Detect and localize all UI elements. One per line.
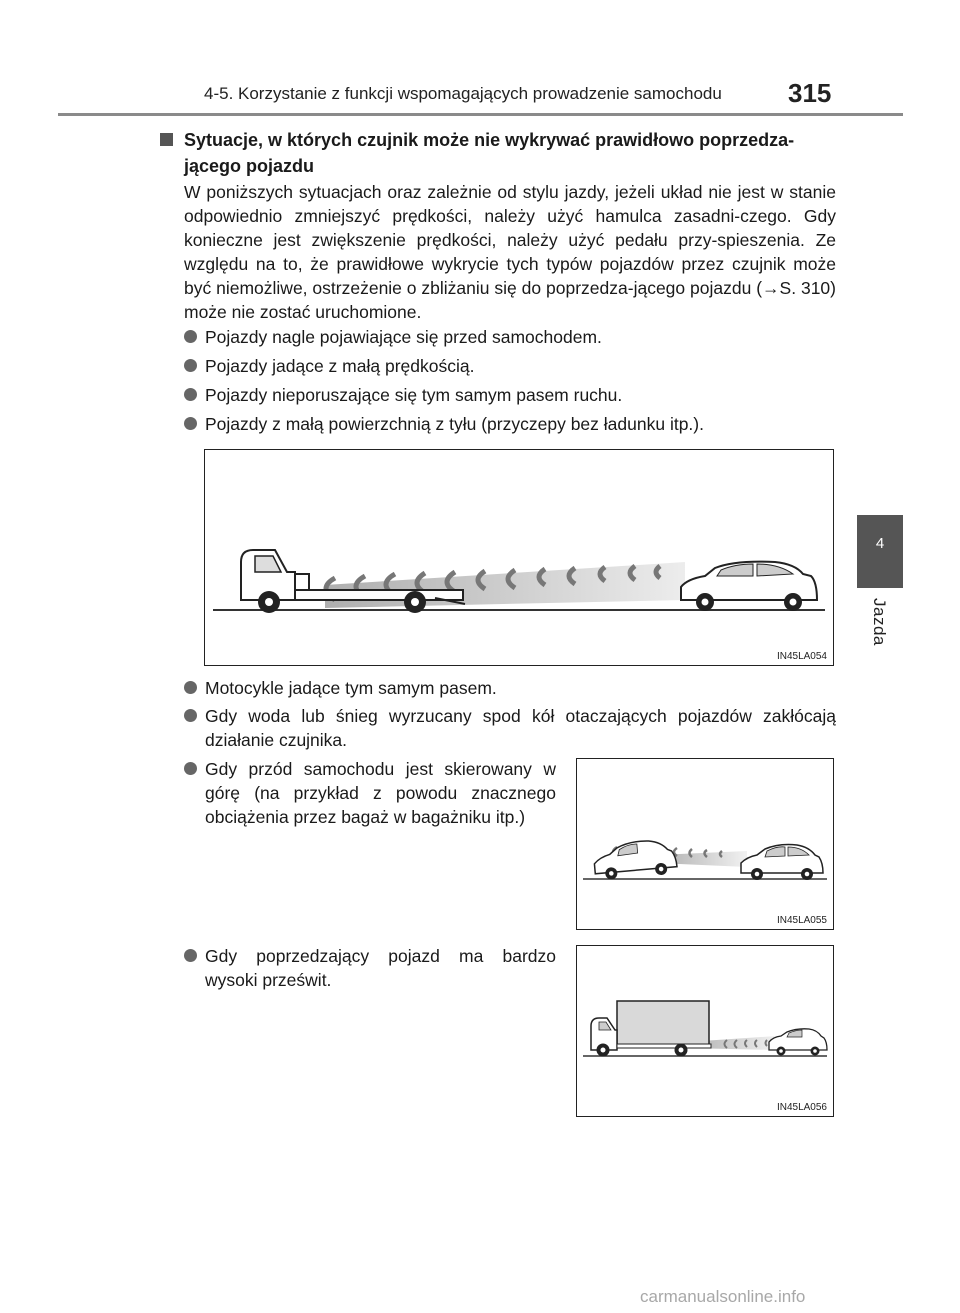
bullet-icon (184, 417, 197, 430)
figure-nose-up (576, 758, 834, 930)
bullet-icon (184, 359, 197, 372)
nose-up-illustration (577, 759, 833, 929)
bullet-icon (184, 709, 197, 722)
section-heading (160, 127, 836, 179)
running-header-title: 4-5. Korzystanie z funkcji wspomagających prowadzenie samochodu (204, 84, 722, 103)
list-item (184, 383, 836, 407)
bullet-icon (184, 681, 197, 694)
bullet-icon (184, 388, 197, 401)
list-item-text: Pojazdy z małą powierzchnią z tyłu (przyczepy bez ładunku itp.). (205, 414, 704, 434)
bullet-icon (184, 949, 197, 962)
list-item-text: Gdy woda lub śnieg wyrzucany spod kół otaczających pojazdów zakłócają działanie czujnika. (205, 706, 836, 750)
figure-code: IN45LA056 (776, 1102, 827, 1113)
header-rule (58, 113, 903, 116)
chapter-label: Jazda (870, 598, 889, 646)
high-clearance-illustration (577, 946, 833, 1116)
figure-high-clearance (576, 945, 834, 1117)
list-item (184, 354, 836, 378)
list-item (184, 676, 836, 700)
intro-paragraph: W poniższych sytuacjach oraz zależnie od stylu jazdy, jeżeli układ nie jest w stanie odpowiednio zmniejszyć prędkości, należy użyć hamulca zasadni-czego. Gdy konieczne jest zwiększenie prędkości, należy użyć pedału przy-spieszenia. Ze względu na to, że prawidłowe wykrycie tych typów pojazdów przez czujnik może być niemożliwe, ostrzeżenie o zbliżaniu się do poprzedza-jącego pojazdu (→S. 310) może nie zostać uruchomione. (184, 182, 836, 322)
list-item (184, 412, 836, 436)
figure-code: IN45LA054 (776, 651, 827, 662)
figure-tow-truck (204, 449, 834, 666)
chapter-tab (857, 515, 903, 588)
list-item (184, 704, 836, 752)
list-item-text: Motocykle jadące tym samym pasem. (205, 678, 497, 698)
bullet-icon (184, 330, 197, 343)
list-item (184, 944, 556, 992)
figure-code: IN45LA055 (776, 915, 827, 926)
list-item-text: Gdy przód samochodu jest skierowany w górę (na przykład z powodu znacznego obciążenia przez bagaż w bagażniku itp.) (205, 759, 556, 827)
list-item-text: Pojazdy nagle pojawiające się przed samochodem. (205, 327, 602, 347)
list-item (184, 325, 836, 349)
tow-truck-illustration (205, 450, 833, 665)
square-bullet-icon (160, 133, 173, 146)
section-heading-text: Sytuacje, w których czujnik może nie wykrywać prawidłowo poprzedza-jącego pojazdu (184, 130, 795, 176)
watermark: carmanualsonline.info (640, 1287, 806, 1306)
chapter-number: 4 (875, 535, 885, 552)
bullet-icon (184, 762, 197, 775)
list-item-text: Pojazdy nieporuszające się tym samym pasem ruchu. (205, 385, 623, 405)
page-number: 315 (788, 78, 832, 108)
list-item-text: Pojazdy jadące z małą prędkością. (205, 356, 475, 376)
list-item (184, 757, 556, 829)
list-item-text: Gdy poprzedzający pojazd ma bardzo wysoki prześwit. (205, 946, 556, 990)
